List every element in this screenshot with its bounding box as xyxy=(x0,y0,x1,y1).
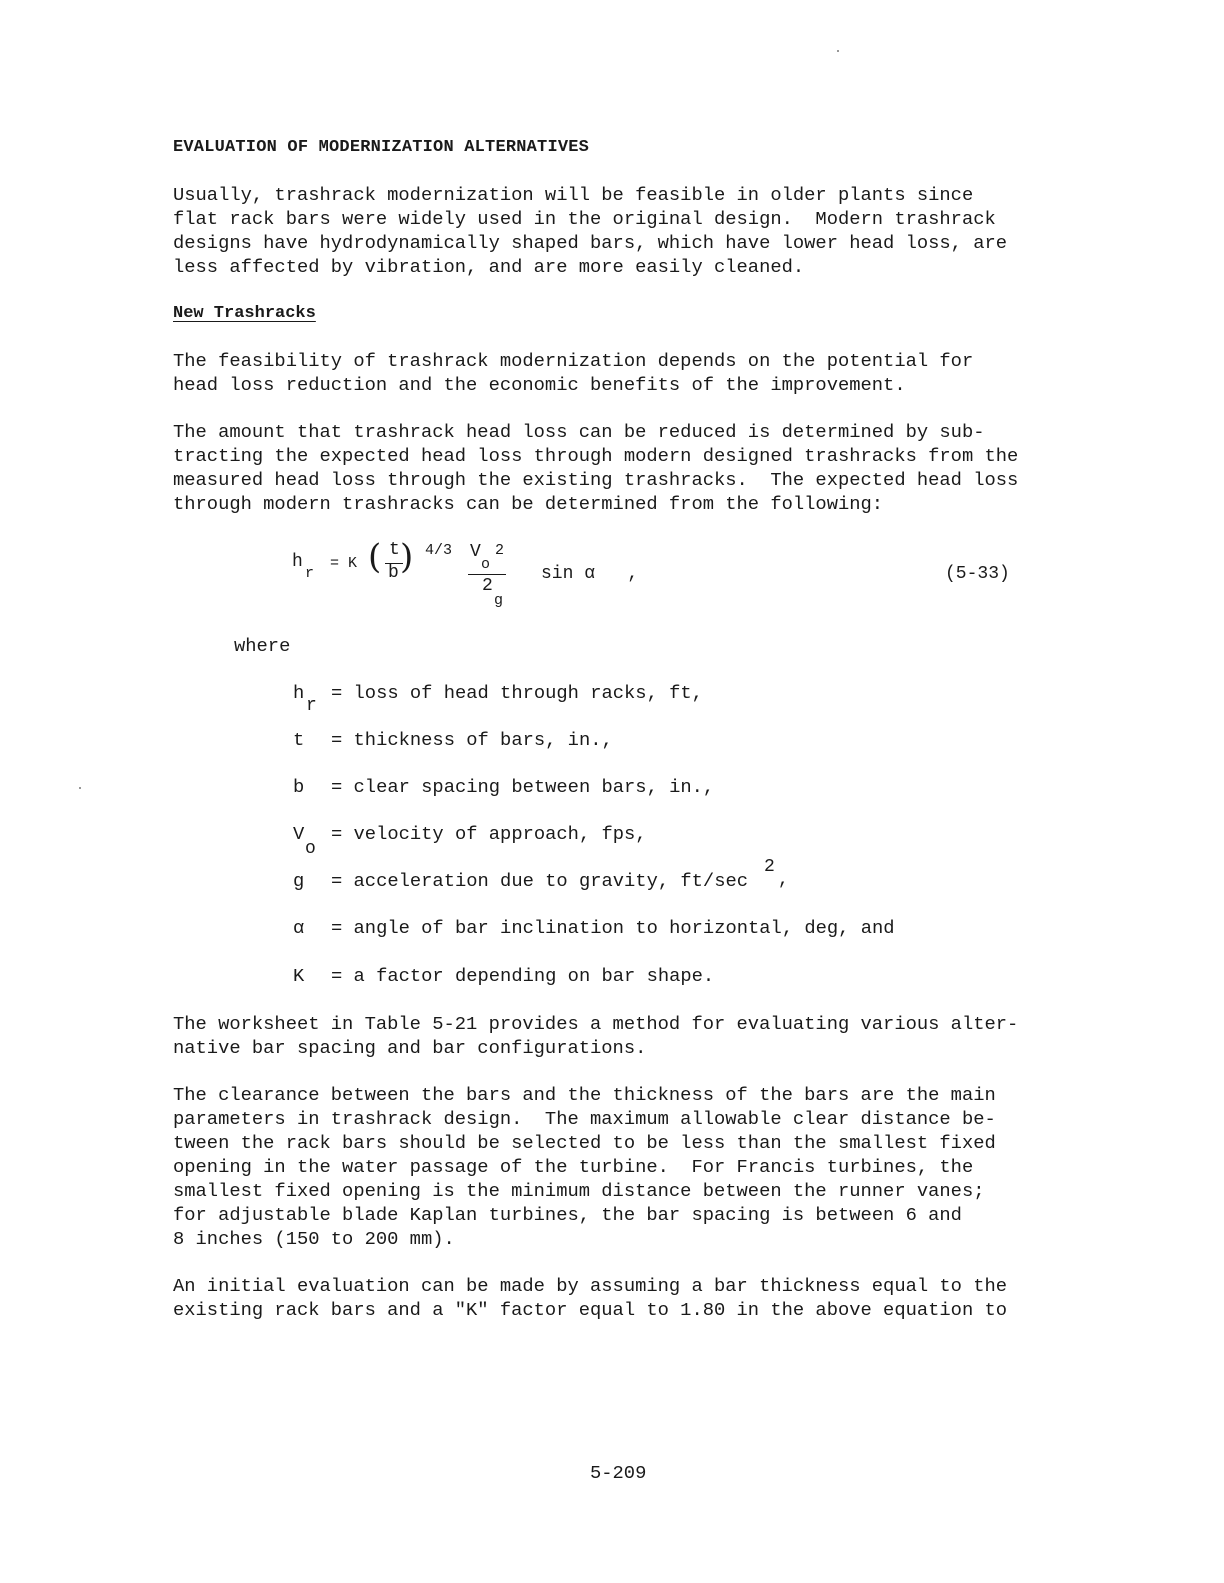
text-line: 8 inches (150 to 200 mm). xyxy=(173,1228,455,1250)
text-line: The clearance between the bars and the thickness of the bars are the main xyxy=(173,1084,996,1106)
text-line: parameters in trashrack design. The maximum allowable clear distance be- xyxy=(173,1108,996,1130)
definition-subscript: r xyxy=(306,696,317,716)
text-line: flat rack bars were widely used in the original design. Modern trashrack xyxy=(173,208,996,230)
page-number: 5-209 xyxy=(590,1462,647,1484)
eq-left-paren: ( xyxy=(368,537,382,577)
section-heading: EVALUATION OF MODERNIZATION ALTERNATIVES xyxy=(173,138,590,157)
scan-speck xyxy=(79,787,81,789)
definition-symbol: b xyxy=(293,776,305,798)
definition-subscript: o xyxy=(305,839,316,859)
where-label: where xyxy=(234,635,291,657)
eq-sin-term: sin α , xyxy=(541,564,639,584)
text-line: measured head loss through the existing trashracks. The expected head loss xyxy=(173,469,1019,491)
text-line: head loss reduction and the economic benefits of the improvement. xyxy=(173,374,906,396)
eq-right-paren: ) xyxy=(400,537,414,577)
definition-symbol: h xyxy=(293,682,305,704)
eq-number: (5-33) xyxy=(945,564,1010,584)
text-line: The worksheet in Table 5-21 provides a method for evaluating various alter- xyxy=(173,1013,1019,1035)
text-line: native bar spacing and bar configurations. xyxy=(173,1037,647,1059)
eq-frac2-num-superscript: 2 xyxy=(495,542,505,559)
definition-text: = velocity of approach, fps, xyxy=(331,823,647,845)
text-line: designs have hydrodynamically shaped bars, which have lower head loss, are xyxy=(173,232,1008,254)
scan-speck xyxy=(837,50,839,52)
definition-symbol: K xyxy=(293,965,305,987)
text-line: An initial evaluation can be made by assuming a bar thickness equal to the xyxy=(173,1275,1008,1297)
eq-lhs-subscript: r xyxy=(305,565,315,582)
eq-frac1-denominator: b xyxy=(388,563,399,583)
eq-exponent: 4/3 xyxy=(425,542,453,559)
text-line: The feasibility of trashrack modernization depends on the potential for xyxy=(173,350,974,372)
eq-equals-k: = K xyxy=(330,555,358,572)
text-line: for adjustable blade Kaplan turbines, the bar spacing is between 6 and xyxy=(173,1204,962,1226)
definition-text: = a factor depending on bar shape. xyxy=(331,965,715,987)
text-line: The amount that trashrack head loss can be reduced is determined by sub- xyxy=(173,421,985,443)
text-line: smallest fixed opening is the minimum distance between the runner vanes; xyxy=(173,1180,985,1202)
eq-frac1-numerator: t xyxy=(389,540,400,560)
text-line: Usually, trashrack modernization will be feasible in older plants since xyxy=(173,184,974,206)
definition-text: = loss of head through racks, ft, xyxy=(331,682,703,704)
definition-text: = angle of bar inclination to horizontal, deg, and xyxy=(331,917,895,939)
text-line: tracting the expected head loss through modern designed trashracks from the xyxy=(173,445,1019,467)
text-line: opening in the water passage of the turbine. For Francis turbines, the xyxy=(173,1156,974,1178)
definition-text: = clear spacing between bars, in., xyxy=(331,776,715,798)
definition-text: = acceleration due to gravity, ft/sec xyxy=(331,870,749,892)
eq-frac2-bar xyxy=(468,574,506,575)
text-line: tween the rack bars should be selected to be less than the smallest fixed xyxy=(173,1132,996,1154)
definition-superscript: 2 xyxy=(764,857,775,877)
definition-text: = thickness of bars, in., xyxy=(331,729,613,751)
eq-frac2-denominator: 2 xyxy=(482,576,493,596)
definition-symbol: g xyxy=(293,870,305,892)
definition-tail: , xyxy=(778,870,789,890)
text-line: existing rack bars and a "K" factor equal to 1.80 in the above equation to xyxy=(173,1299,1008,1321)
eq-frac2-den-subscript: g xyxy=(494,592,504,609)
eq-lhs: h xyxy=(292,552,303,572)
definition-symbol: α xyxy=(293,917,305,939)
subsection-heading: New Trashracks xyxy=(173,304,316,323)
text-line: through modern trashracks can be determined from the following: xyxy=(173,493,884,515)
definition-symbol: V xyxy=(293,823,305,845)
eq-frac2-numerator: V xyxy=(470,542,481,562)
text-line: less affected by vibration, and are more easily cleaned. xyxy=(173,256,805,278)
definition-symbol: t xyxy=(293,729,305,751)
eq-frac2-num-subscript: o xyxy=(481,556,491,573)
